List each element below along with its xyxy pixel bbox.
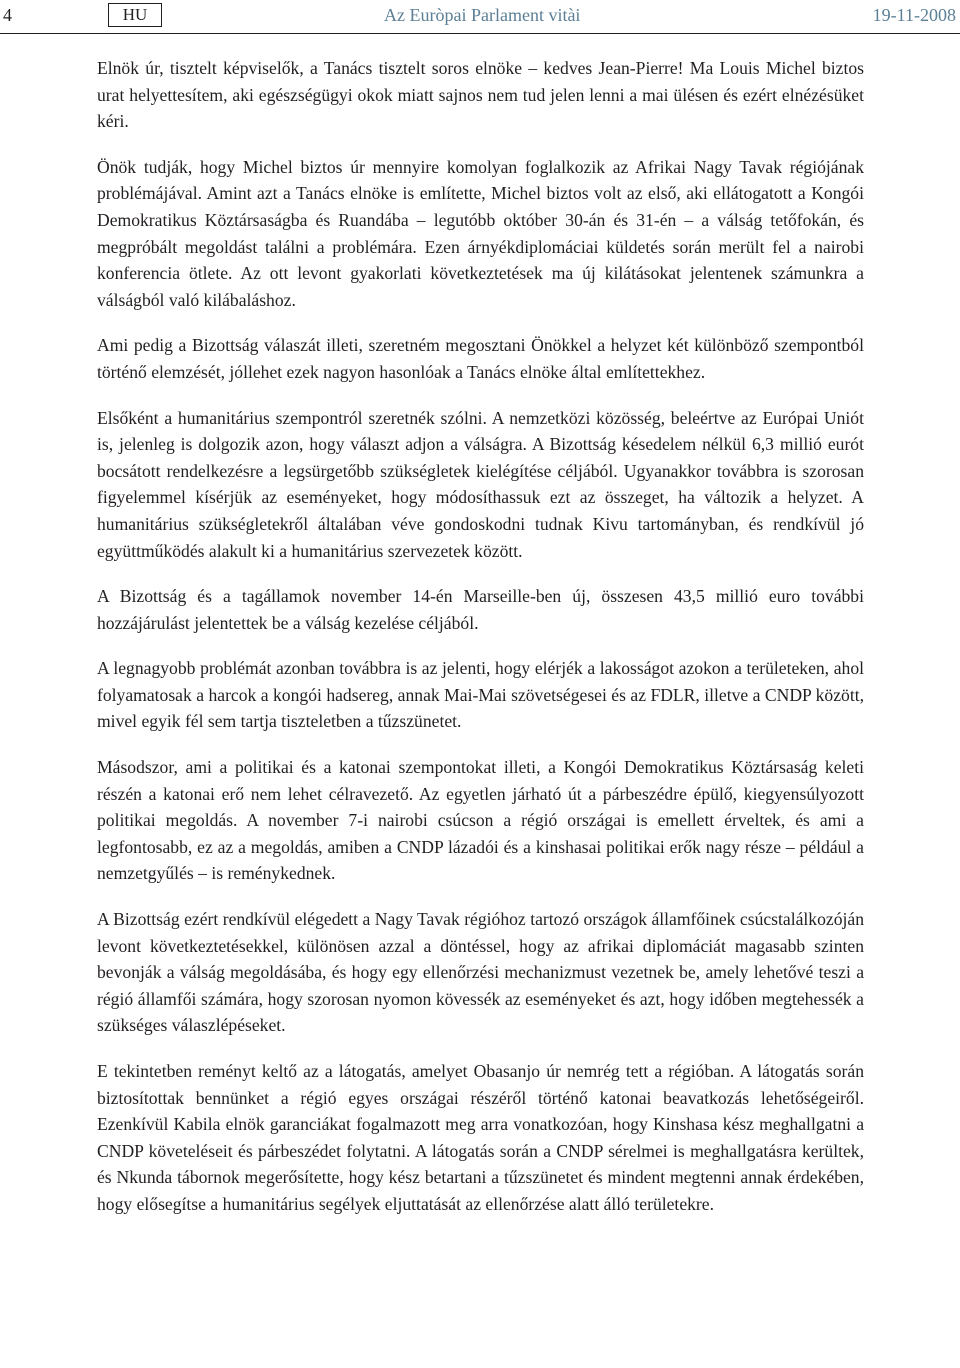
page-number: 4 — [3, 5, 12, 25]
page-header — [0, 0, 960, 34]
paragraph: A Bizottság és a tagállamok november 14-én Marseille-ben új, összesen 43,5 millió euro további hozzájárulást jelentettek be a válság kezelése céljából. — [97, 586, 864, 633]
paragraph: E tekintetben reményt keltő az a látogatás, amelyet Obasanjo úr nemrég tett a régióban. A látogatás során biztosítottak bennünket a régió egyes országai részéről történő katonai beavatkozás lehetőségeiről. Ezenkívül Kabila elnök garanciákat fogalmazott meg arra vonatkozóan, hogy Kinshasa kész meghallgatni a CNDP követeléseit és párbeszédet folytatni. A látogatás során a CNDP sérelmei is meghallgatásra kerültek, és Nkunda tábornok megerősítette, hogy kész betartani a tűzszünetet és mindent megtenni annak érdekében, hogy elősegítse a humanitárius segélyek eljuttatását az ellenőrzése alatt álló területekre. — [97, 1061, 864, 1214]
paragraph: Elsőként a humanitárius szempontról szeretnék szólni. A nemzetközi közösség, beleértve az Európai Uniót is, jelenleg is dolgozik azon, hogy választ adjon a válságra. A Bizottság késedelem nélkül 6,3 millió eurót bocsátott rendelkezésre a legsürgetőbb szükségletek kielégítése céljából. Ugyanakkor továbbra is szorosan figyelemmel kísérjük az eseményeket, hogy módosíthassuk ezt az összeget, ha változik a helyzet. A humanitárius szükségletekről általában véve gondoskodni tudnak Kivu tartományban, és rendkívül jó együttműködés alakult ki a humanitárius szervezetek között. — [97, 407, 864, 561]
document-title: Az Euròpai Parlament vitài — [384, 5, 581, 25]
language-badge: HU — [108, 3, 162, 27]
paragraph: Elnök úr, tisztelt képviselők, a Tanács tisztelt soros elnöke – kedves Jean-Pierre! Ma Louis Michel biztos urat helyettesítem, aki egészségügyi okok miatt sajnos nem tud jelen lenni a mai ülésen és ezért elnézésüket kéri. — [97, 58, 864, 132]
paragraph: Másodszor, ami a politikai és a katonai szempontokat illeti, a Kongói Demokratikus Köztársaság keleti részén a katonai erő nem lehet célravezető. Az egyetlen járható út a párbeszédre épülő, kiegyensúlyozott politikai megoldás. A november 7-i nairobi csúcson a régió országai is emellett érveltek, és ami a legfontosabb, ez az a megoldás, amiben a CNDP lázadói és a kinshasai politikai erők nagy része – például a nemzetgyűlés – is reménykednek. — [97, 757, 864, 884]
document-date: 19-11-2008 — [872, 5, 956, 25]
header-divider — [0, 33, 960, 34]
paragraph: Ami pedig a Bizottság válaszát illeti, szeretném megosztani Önökkel a helyzet két különböző szempontból történő elemzését, jóllehet ezek nagyon hasonlóak a Tanács elnöke által említettekhez. — [97, 335, 864, 382]
paragraph: A legnagyobb problémát azonban továbbra is az jelenti, hogy elérjék a lakosságot azokon a területeken, ahol folyamatosak a harcok a kongói hadsereg, annak Mai-Mai szövetségesei és az FDLR, illetve a CNDP között, mivel egyik fél sem tartja tiszteletben a tűzszünetet. — [97, 658, 864, 732]
paragraph: Önök tudják, hogy Michel biztos úr mennyire komolyan foglalkozik az Afrikai Nagy Tavak régiójának problémájával. Amint azt a Tanács elnöke is említette, Michel biztos volt az első, aki ellátogatott a Kongói Demokratikus Köztársaságba és Ruandába – legutóbb október 30-án és 31-én – a válság tetőfokán, és megpróbált megoldást találni a problémára. Ezen árnyékdiplomáciai küldetés során merült fel a nairobi konferencia ötlete. Az ott levont gyakorlati következtetések ma új kilátásokat jelentenek számunkra a válságból való kilábaláshoz. — [97, 156, 864, 310]
document-body — [97, 55, 864, 1237]
paragraph: A Bizottság ezért rendkívül elégedett a Nagy Tavak régióhoz tartozó országok államfőinek csúcstalálkozóján levont következtetésekkel, különösen azzal a döntéssel, hogy az afrikai diplomáciát magasabb szinten bevonják a válság megoldásába, és hogy egy ellenőrzési mechanizmust vezetnek be, amely lehetővé teszi a régió államfői számára, hogy szorosan nyomon kövessék az eseményeket és azt, hogy időben megtehessék a szükséges válaszlépéseket. — [97, 909, 864, 1036]
